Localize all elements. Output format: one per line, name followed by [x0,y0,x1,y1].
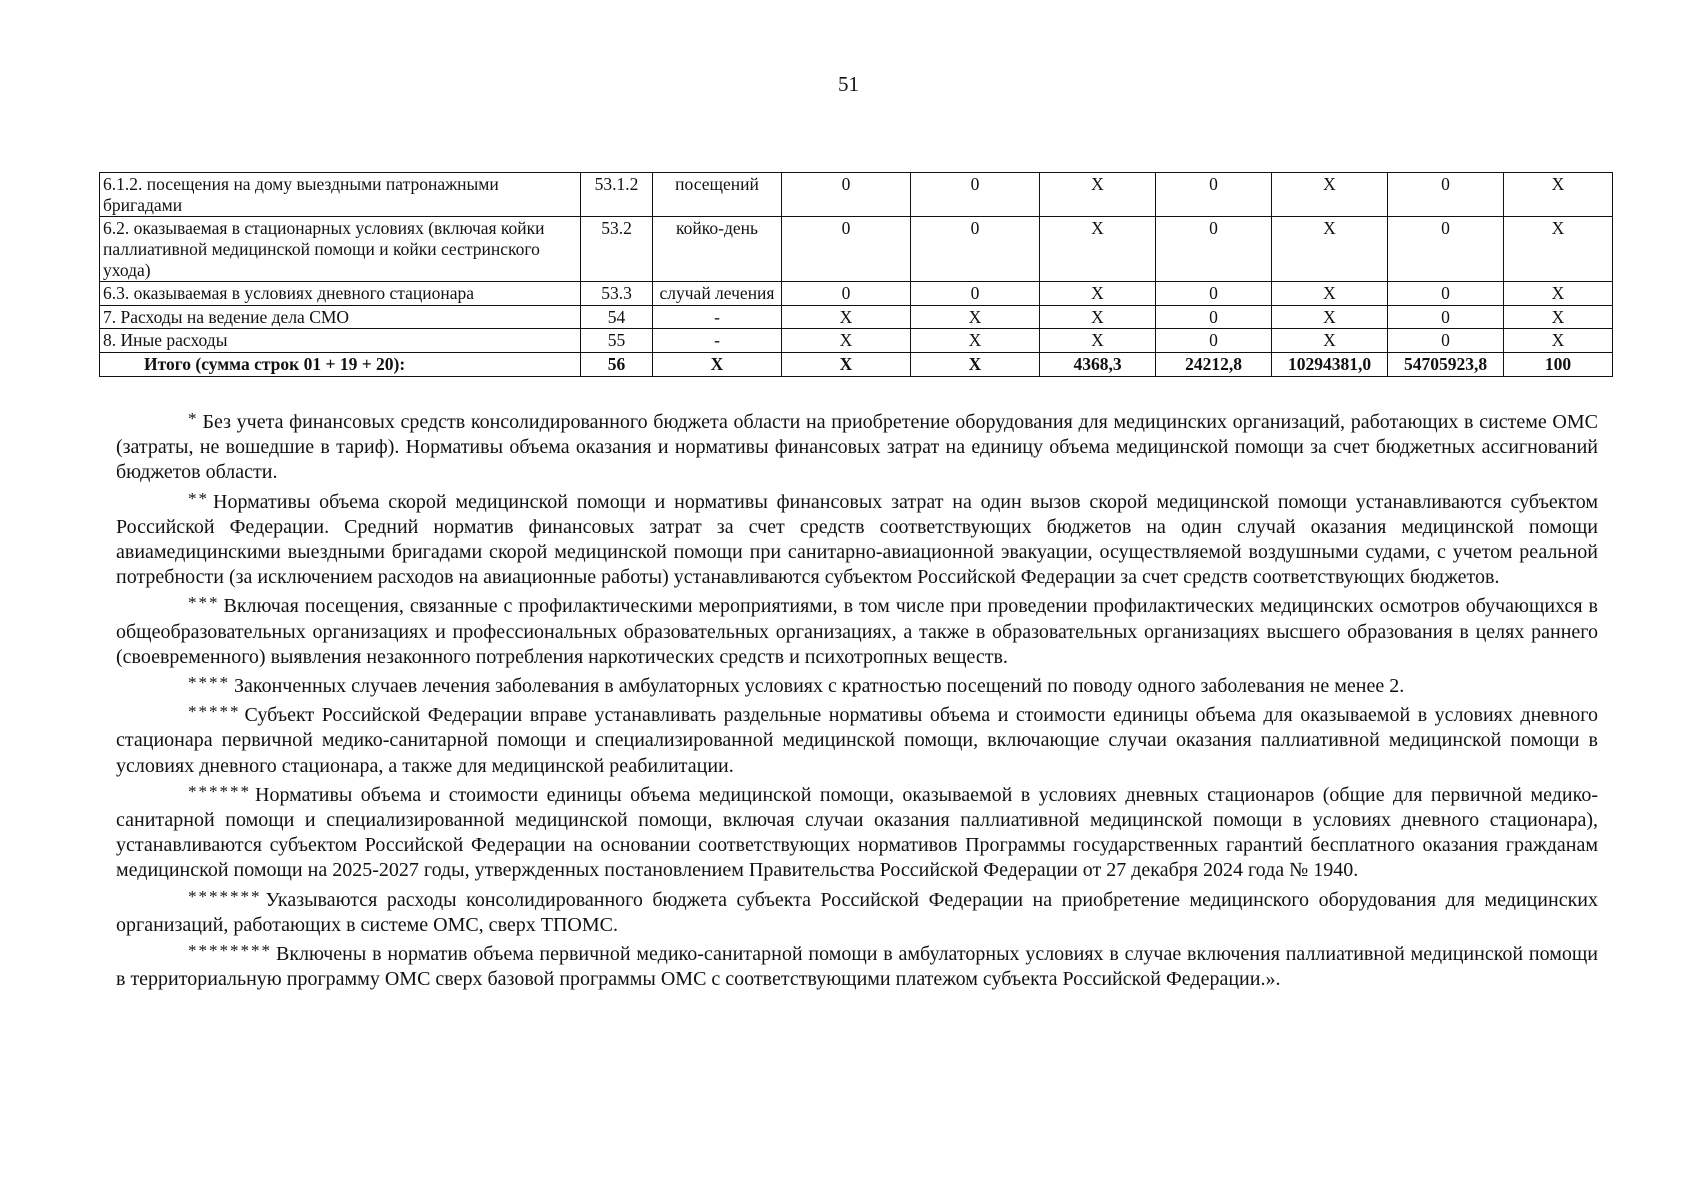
footnote-text: Нормативы объема скорой медицинской помощи и нормативы финансовых затрат на один вызов скорой медицинской помощи устанавливаются субъектом Российской Федерации. Средний норматив финансовых затрат за счет средств соответствующих бюджетов на один случай оказания медицинской помощи авиамедицинскими выездными бригадами скорой медицинской помощи при санитарно-авиационной эвакуации, осуществляемой воздушными судами, с учетом реальной потребности (за исключением расходов на авиационные работы) устанавливаются субъектом Российской Федерации за счет средств соответствующих бюджетов. [116,490,1598,589]
footnote-mark: ** [188,488,209,508]
footnote-mark: ******** [188,941,272,961]
row-value: 0 [1388,173,1504,217]
row-value: 0 [911,173,1040,217]
row-value: X [782,353,911,377]
row-value: X [1504,305,1613,329]
row-value: 0 [1156,282,1272,306]
row-value: 0 [782,173,911,217]
row-label: 6.3. оказываемая в условиях дневного стационара [100,282,581,306]
row-unit: - [653,329,782,353]
row-value: X [1272,173,1388,217]
row-unit: - [653,305,782,329]
footnote-mark: *** [188,593,220,613]
table-row [100,173,1613,217]
footnote-text: Субъект Российской Федерации вправе устанавливать раздельные нормативы объема и стоимости единицы объема для оказываемой в условиях дневного стационара первичной медико-санитарной помощи и специализированной медицинской помощи, включающие случаи оказания паллиативной медицинской помощи в условиях дневного стационара, а также для медицинской реабилитации. [116,704,1598,777]
row-value: 0 [1388,217,1504,282]
footnote [116,486,1598,591]
footnote-text: Включены в норматив объема первичной медико-санитарной помощи в амбулаторных условиях в случае включения паллиативной медицинской помощи в территориальную программу ОМС сверх базовой программы ОМС с соответствующими платежом субъекта Российской Федерации.». [116,943,1598,991]
row-value: 0 [1156,217,1272,282]
row-value: X [1504,329,1613,353]
footnote-mark: ****** [188,781,251,801]
row-value: X [1504,282,1613,306]
row-unit: посещений [653,173,782,217]
row-value: X [1040,173,1156,217]
footnote [116,590,1598,670]
footnote [116,670,1598,699]
table-total-row [100,353,1613,377]
row-value: X [782,305,911,329]
row-value: 0 [911,217,1040,282]
row-value: X [1040,217,1156,282]
row-value: 0 [1388,305,1504,329]
footnote [116,699,1598,779]
footnote-text: Нормативы объема и стоимости единицы объема медицинской помощи, оказываемой в условиях дневных стационаров (общие для первичной медико-санитарной помощи и специализированной медицинской помощи, включая случаи оказания паллиативной медицинской помощи в условиях дневного стационара), устанавливаются субъектом Российской Федерации на основании соответствующих нормативов Программы государственных гарантий бесплатного оказания гражданам медицинской помощи на 2025-2027 годы, утвержденных постановлением Правительства Российской Федерации от 27 декабря 2024 года № 1940. [116,783,1598,882]
row-value: X [1272,305,1388,329]
footnote-mark: ******* [188,886,262,906]
footnote-mark: **** [188,673,230,693]
row-code: 53.2 [581,217,653,282]
row-value: X [1040,282,1156,306]
footnote [116,406,1598,486]
footnotes [116,406,1598,992]
row-value: 0 [1388,282,1504,306]
row-value: 0 [782,282,911,306]
row-value: 0 [911,282,1040,306]
row-label: 6.1.2. посещения на дому выездными патронажными бригадами [100,173,581,217]
footnote-mark: * [188,409,199,428]
row-value: 0 [782,217,911,282]
row-value: X [1272,329,1388,353]
table-row [100,217,1613,282]
row-value: X [1272,282,1388,306]
row-value: 10294381,0 [1272,353,1388,377]
table-row [100,282,1613,306]
row-value: 0 [1156,173,1272,217]
row-unit: койко-день [653,217,782,282]
row-unit: случай лечения [653,282,782,306]
row-unit: X [653,353,782,377]
row-value: X [782,329,911,353]
row-label: 6.2. оказываемая в стационарных условиях (включая койки паллиативной медицинской помощи и койки сестринского ухода) [100,217,581,282]
row-code: 55 [581,329,653,353]
row-value: 54705923,8 [1388,353,1504,377]
row-label: 8. Иные расходы [100,329,581,353]
row-label: 7. Расходы на ведение дела СМО [100,305,581,329]
row-value: X [1040,305,1156,329]
row-value: X [1040,329,1156,353]
row-code: 53.3 [581,282,653,306]
footnote-text: Законченных случаев лечения заболевания в амбулаторных условиях с кратностью посещений по поводу одного заболевания не менее 2. [234,675,1405,698]
table-row [100,329,1613,353]
table-row [100,305,1613,329]
row-value: X [1504,173,1613,217]
row-value: 0 [1156,329,1272,353]
footnote [116,884,1598,938]
row-code: 54 [581,305,653,329]
report-table [99,172,1613,377]
footnote-text: Включая посещения, связанные с профилактическими мероприятиями, в том числе при проведении профилактических медицинских осмотров обучающихся в общеобразовательных организациях и профессиональных образовательных организациях, а также в образовательных организациях высшего образования в целях раннего (своевременного) выявления незаконного потребления наркотических средств и психотропных веществ. [116,595,1598,668]
footnote-mark: ***** [188,702,241,722]
row-value: X [1272,217,1388,282]
row-value: 4368,3 [1040,353,1156,377]
row-value: X [911,305,1040,329]
footnote [116,779,1598,884]
footnote [116,938,1598,992]
table-body [100,173,1613,377]
page-number: 51 [838,72,859,96]
row-code: 56 [581,353,653,377]
row-value: X [911,353,1040,377]
row-value: 100 [1504,353,1613,377]
row-value: 0 [1156,305,1272,329]
row-value: 24212,8 [1156,353,1272,377]
footnote-text: Без учета финансовых средств консолидированного бюджета области на приобретение оборудования для медицинских организаций, работающих в системе ОМС (затраты, не вошедшие в тариф). Нормативы объема оказания и нормативы финансовых затрат на единицу объема медицинской помощи за счет бюджетных ассигнований бюджетов области. [116,411,1598,484]
row-value: X [911,329,1040,353]
row-code: 53.1.2 [581,173,653,217]
footnote-text: Указываются расходы консолидированного бюджета субъекта Российской Федерации на приобретение медицинского оборудования для медицинских организаций, работающих в системе ОМС, сверх ТПОМС. [116,888,1598,936]
row-value: X [1504,217,1613,282]
row-label: Итого (сумма строк 01 + 19 + 20): [100,353,581,377]
row-value: 0 [1388,329,1504,353]
